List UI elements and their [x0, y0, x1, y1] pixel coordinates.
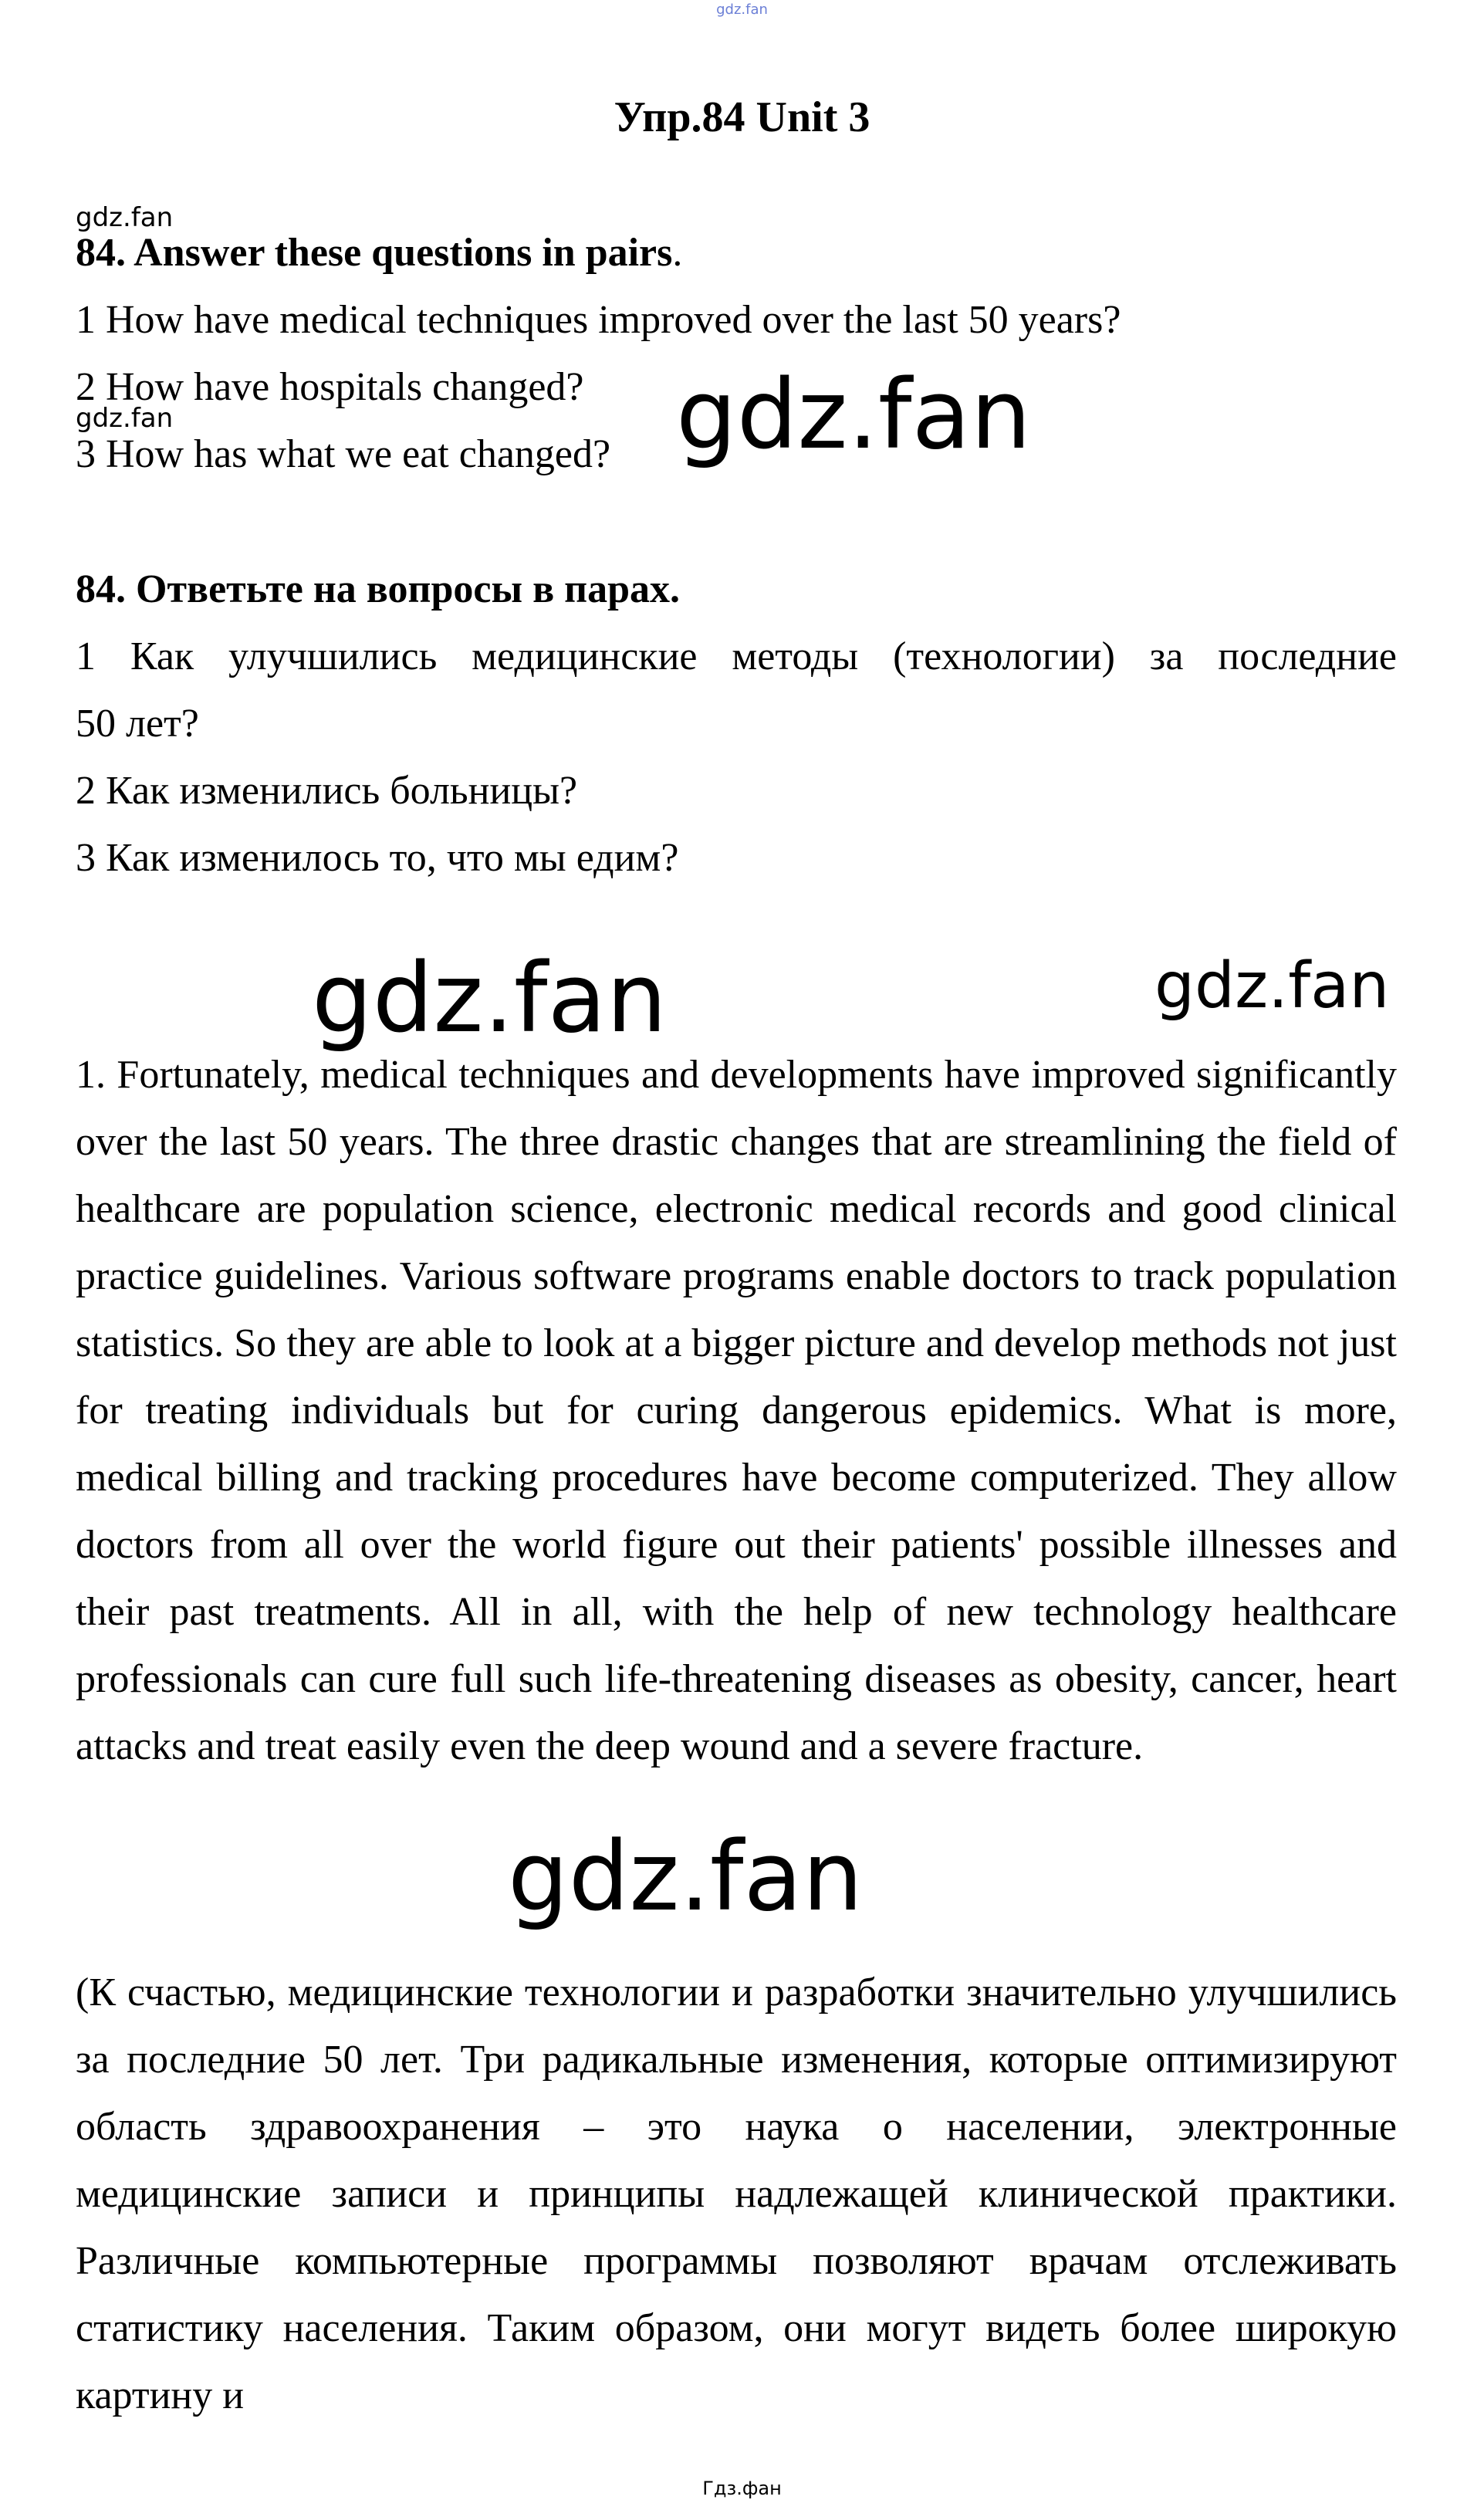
english-task-heading-text: 84. Answer these questions in pairs: [76, 231, 673, 275]
page-title: Упр.84 Unit 3: [614, 93, 870, 141]
english-question-3: 3 How has what we eat changed?: [76, 432, 611, 476]
answer-english-paragraph: 1. Fortunately, medical techniques and developments have improved significantly over the last 50 years. The three drastic changes that are streamlining the field of healthcare are population science, electronic medical records and good clinical practice guidelines. Various software programs enable doctors to track population statistics. So they are able to look at a bigger picture and develop methods not just for treating individuals but for curing dangerous epidemics. What is more, medical billing and tracking procedures have become computerized. They allow doctors from all over the world figure out their patients' possible illnesses and their past treatments. All in all, with the help of new technology healthcare professionals can cure full such life-threatening diseases as obesity, cancer, heart attacks and treat easily even the deep wound and a severe fracture.: [76, 1053, 1397, 1768]
watermark-medium-1: gdz.fan: [1154, 949, 1390, 1023]
english-question-1: 1 How have medical techniques improved over the last 50 years?: [76, 298, 1121, 342]
watermark-large-3: gdz.fan: [508, 1822, 864, 1933]
watermark-bottom: Гдз.фан: [702, 2478, 782, 2499]
watermark-top: gdz.fan: [716, 2, 768, 18]
english-task-heading: [76, 219, 682, 286]
russian-question-2: 2 Как изменились больницы?: [76, 769, 578, 813]
watermark-small-1: gdz.fan: [76, 202, 174, 233]
english-task-heading-period: .: [672, 231, 683, 275]
russian-question-1-line-1: 1 Как улучшились медицинские методы (технологии) за последние: [76, 634, 1397, 678]
russian-question-3: 3 Как изменилось то, что мы едим?: [76, 836, 679, 880]
english-question-2: 2 How have hospitals changed?: [76, 365, 584, 409]
watermark-large-2: gdz.fan: [312, 943, 668, 1054]
watermark-small-2: gdz.fan: [76, 403, 174, 434]
russian-task-heading: 84. Ответьте на вопросы в парах.: [76, 567, 681, 611]
answer-russian-paragraph: (К счастью, медицинские технологии и разработки значительно улучшились за последние 50 лет. Три радикальные изменения, которые оптимизируют область здравоохранения – это наука о населении, электронные медицинские записи и принципы надлежащей клинической практики. Различные компьютерные программы позволяют врачам отслеживать статистику населения. Таким образом, они могут видеть более широкую картину и: [76, 1970, 1397, 2417]
watermark-large-1: gdz.fan: [676, 360, 1032, 471]
russian-question-1-line-2: 50 лет?: [76, 702, 199, 746]
